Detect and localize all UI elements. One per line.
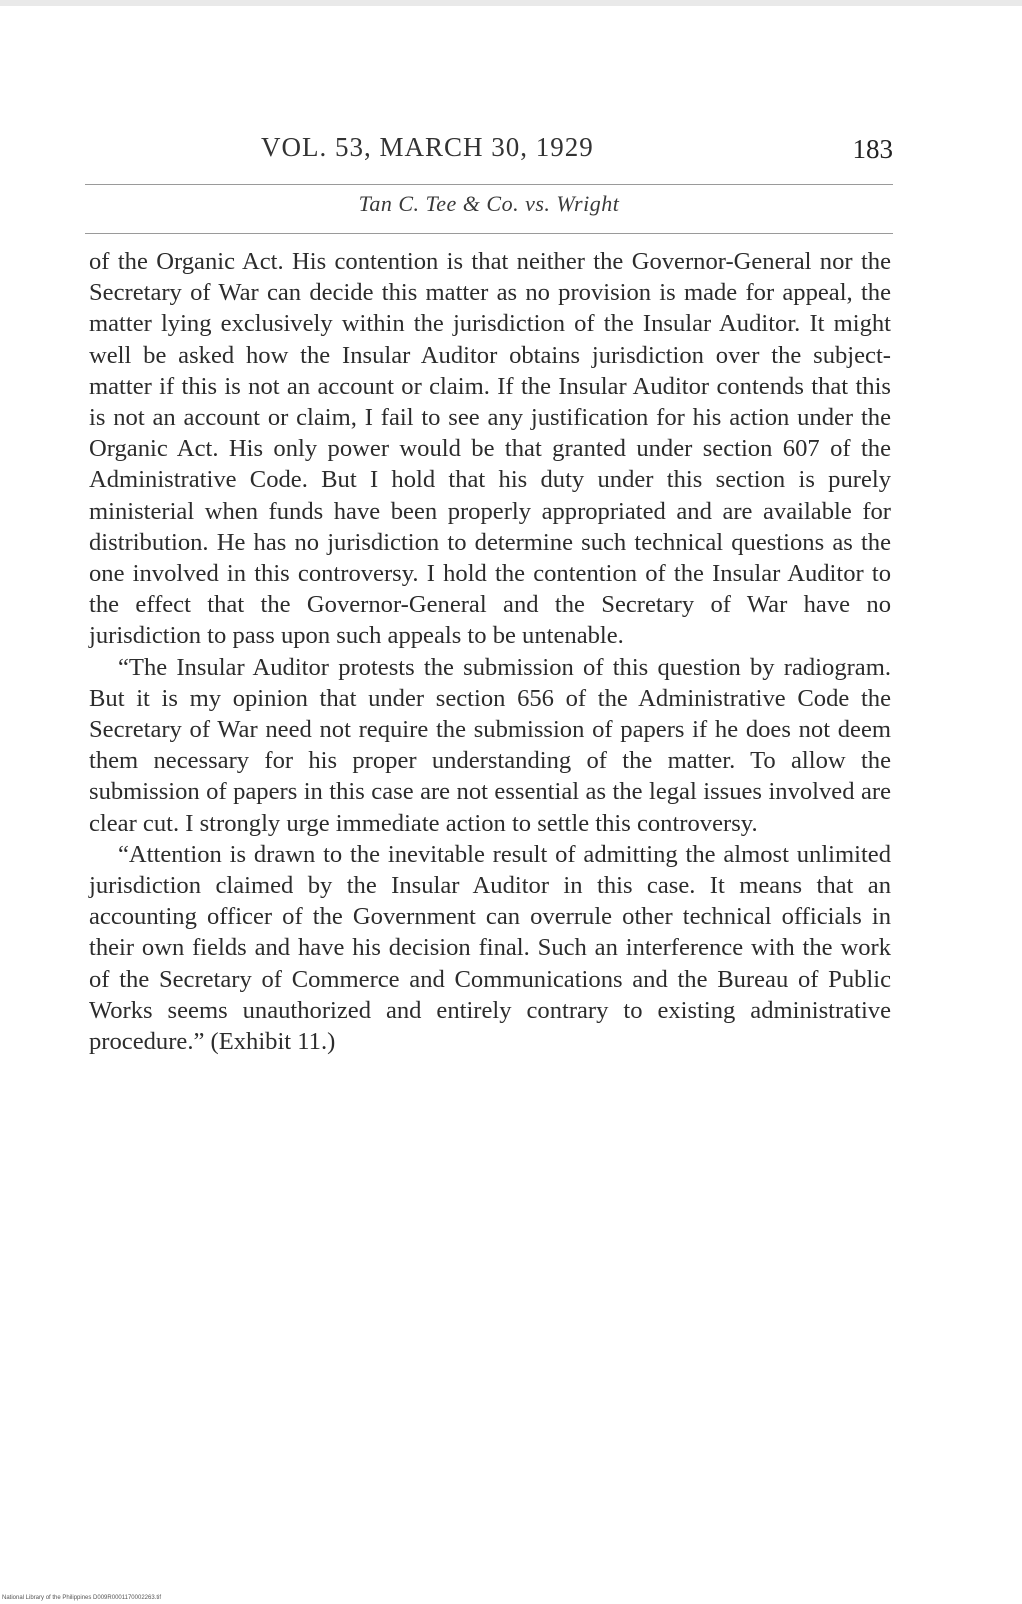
paragraph-radiogram: “The Insular Auditor protests the submission of this question by radiogram. But it is my opinion that under section 656 of the Administrative Code the Secretary of War need not require the submission of papers if he does not deem them necessary for his proper understanding of the matter. To allow the submission of papers in this case are not essential as the legal issues involved are clear cut. I strongly urge immediate action to settle this controversy. [89, 653, 891, 837]
header-rule-bottom [85, 233, 893, 234]
header-rule-top [85, 184, 893, 185]
case-title: Tan C. Tee & Co. vs. Wright [358, 191, 620, 216]
running-head [85, 132, 893, 172]
running-title: VOL. 53, MARCH 30, 1929 [261, 132, 594, 162]
body-text [89, 246, 891, 1057]
paragraph-continued: of the Organic Act. His contention is that neither the Governor-General nor the Secretary of War can decide this matter as no provision is made for appeal, the matter lying exclusively within the jurisdiction of the Insular Auditor. It might well be asked how the Insular Auditor obtains jurisdiction over the subject-matter if this is not an account or claim. If the Insular Auditor contends that this is not an account or claim, I fail to see any justification for his action under the Organic Act. His only power would be that granted under section 607 of the Administrative Code. But I hold that his duty under this section is purely ministerial when funds have been properly appropriated and are available for distribution. He has no jurisdiction to determine such technical questions as the one involved in this controversy. I hold the contention of the Insular Auditor to the effect that the Governor-General and the Secretary of War have no jurisdiction to pass upon such appeals to be untenable. [89, 248, 891, 650]
paragraph-attention: “Attention is drawn to the inevitable result of admitting the almost unlimited jurisdiction claimed by the Insular Auditor in this case. It means that an accounting officer of the Government can overrule other technical officials in their own fields and have his decision final. Such an interference with the work of the Secretary of Commerce and Communications and the Bureau of Public Works seems unauthorized and entirely contrary to existing administrative procedure.” (Exhibit 11.) [89, 840, 891, 1056]
scan-credit: National Library of the Philippines D009R0001170002263.tif [2, 1595, 161, 1601]
page-number: 183 [852, 134, 893, 164]
scan-top-edge [0, 0, 1022, 6]
